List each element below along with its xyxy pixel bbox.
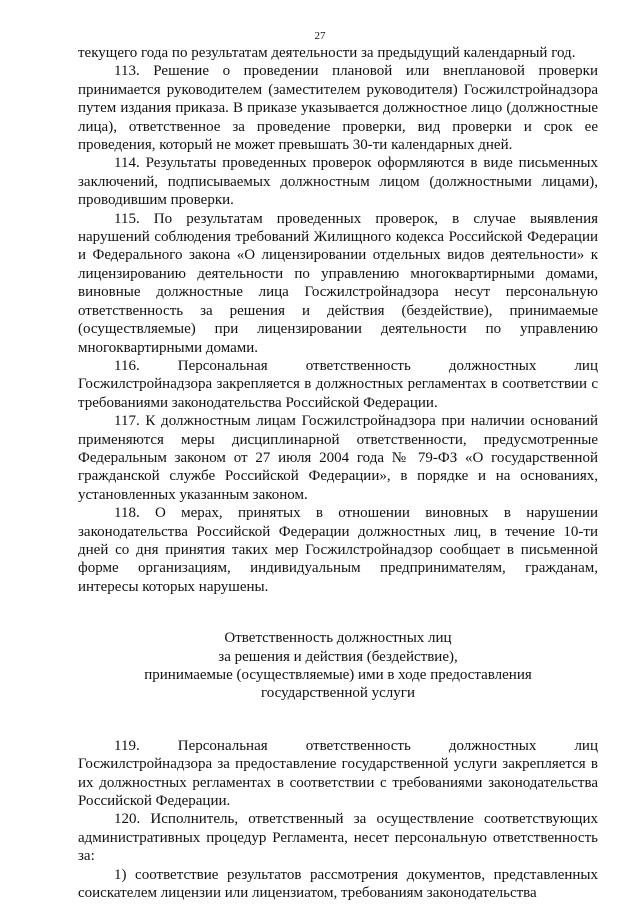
paragraph-continuation: текущего года по результатам деятельности за предыдущий календарный год. — [78, 45, 576, 61]
paragraph-119: 119. Персональная ответственность должностных лиц Госжилстройнадзора за предоставление государственной услуги закрепляется в их должностных регламентах в соответствии с требованиями законодательства Российской Федерации. — [78, 737, 598, 810]
paragraph-116: 116. Персональная ответственность должностных лиц Госжилстройнадзора закрепляется в должностных регламентах в соответствии с требованиями законодательства Российской Федерации. — [78, 357, 598, 411]
paragraph-120-item-1: 1) соответствие результатов рассмотрения документов, представленных соискателем лицензии или лицензиатом, требованиям законодательства — [78, 866, 598, 902]
section-heading — [78, 629, 598, 703]
paragraph-118: 118. О мерах, принятых в отношении виновных в нарушении законодательства Российской Федерации должностных лиц, в течение 10-ти дней со дня принятия таких мер Госжилстройнадзор сообщает в письменной форме организациям, индивидуальным предпринимателям, гражданам, интересы которых нарушены. — [78, 505, 598, 595]
page-number: 27 — [314, 30, 326, 42]
paragraph-115: 115. По результатам проведенных проверок, в случае выявления нарушений соблюдения требований Жилищного кодекса Российской Федерации и Федерального закона «О лицензировании отдельных видов деятельности» к лицензированию деятельности по управлению многоквартирными домами, виновные должностные лица Госжилстройнадзора несут персональную ответственность за решения и действия (бездействие), принимаемые (осуществляемые) при лицензировании деятельности по управлению многоквартирными домами. — [78, 210, 598, 356]
paragraph-117: 117. К должностным лицам Госжилстройнадзора при наличии оснований применяются меры дисциплинарной ответственности, предусмотренные Федеральным законом от 27 июля 2004 года № 79-ФЗ «О государственной гражданской службе Российской Федерации», в порядке и на основаниях, установленных указанным законом. — [78, 413, 598, 503]
document-body — [78, 44, 598, 902]
heading-line: Ответственность должностных лиц — [224, 630, 452, 647]
heading-line: за решения и действия (бездействие), — [218, 648, 458, 665]
heading-line: государственной услуги — [261, 685, 415, 702]
paragraph-113: 113. Решение о проведении плановой или внеплановой проверки принимается руководителем (заместителем руководителя) Госжилстройнадзора путем издания приказа. В приказе указывается должностное лицо (должностные лица), ответственное за проведение проверки, вид проверки и срок ее проведения, который не может превышать 30-ти календарных дней. — [78, 63, 598, 154]
paragraph-114: 114. Результаты проведенных проверок оформляются в виде письменных заключений, подписываемых должностным лицом (должностными лицами), проводившим проверки. — [78, 155, 598, 209]
heading-line: принимаемые (осуществляемые) ими в ходе предоставления — [144, 667, 532, 683]
paragraph-120: 120. Исполнитель, ответственный за осуществление соответствующих административных процедур Регламента, несет персональную ответственность за: — [78, 811, 598, 865]
